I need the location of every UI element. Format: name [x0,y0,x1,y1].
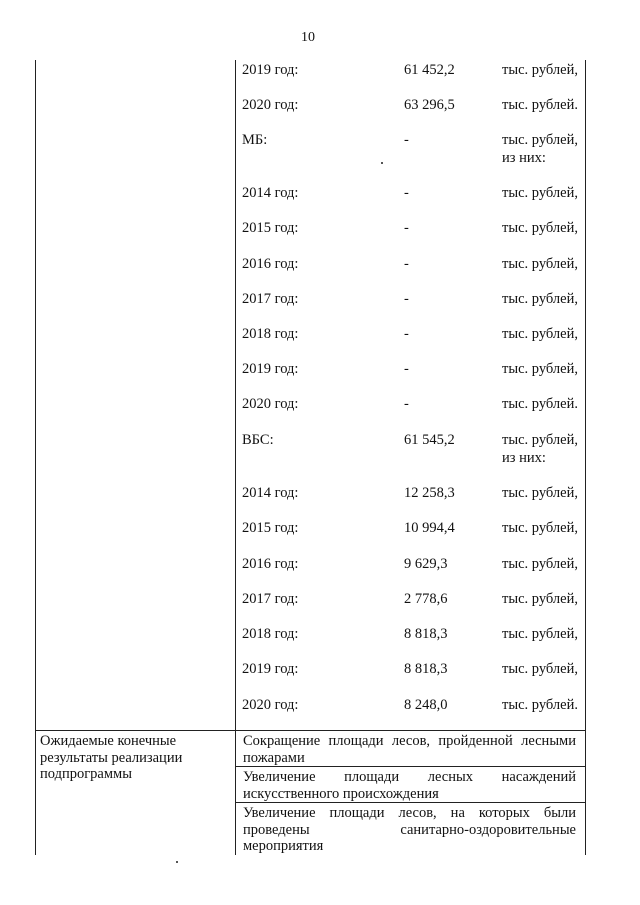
scan-speck [381,162,383,164]
table-left-border [35,60,36,855]
financing-row [242,256,582,292]
financing-amount: 63 296,5 [404,97,455,113]
financing-unit: тыс. рублей, [502,626,578,642]
result-item-line: искусственного происхождения [243,785,439,802]
financing-amount: - [404,396,409,412]
financing-amount: 8 818,3 [404,626,448,642]
financing-unit: тыс. рублей, [502,220,578,236]
result-item-plantation-increase [243,769,576,802]
financing-unit: тыс. рублей, из них: [502,432,578,466]
financing-year-label: 2017 год: [242,591,299,607]
results-divider-2 [236,802,586,803]
financing-year-label: 2020 год: [242,697,299,713]
financing-row [242,361,582,397]
financing-row [242,185,582,221]
financing-amount: - [404,326,409,342]
financing-unit: тыс. рублей, [502,326,578,342]
results-divider-1 [236,766,586,767]
financing-row [242,291,582,327]
financing-unit: тыс. рублей, [502,591,578,607]
financing-amount: 8 248,0 [404,697,448,713]
financing-amount: 2 778,6 [404,591,448,607]
financing-row [242,697,582,733]
financing-year-label: 2015 год: [242,220,299,236]
financing-unit: тыс. рублей. [502,697,578,713]
result-item-line: мероприятия [243,838,324,854]
financing-row [242,132,582,168]
result-item-line: проведены санитарно-оздоровительные [243,821,576,838]
financing-amount: 9 629,3 [404,556,448,572]
financing-year-label: 2020 год: [242,97,299,113]
table-middle-border [235,60,236,855]
financing-unit: тыс. рублей. [502,97,578,113]
results-label: Ожидаемые конечные результаты реализации подпрограммы [40,733,183,782]
financing-row [242,432,582,468]
financing-amount: - [404,291,409,307]
financing-row [242,396,582,432]
financing-year-label: 2017 год: [242,291,299,307]
financing-amount: - [404,185,409,201]
financing-amount: - [404,220,409,236]
financing-row [242,591,582,627]
financing-year-label: 2016 год: [242,256,299,272]
financing-amount: 12 258,3 [404,485,455,501]
financing-row [242,520,582,556]
financing-amount: - [404,132,409,148]
financing-row [242,220,582,256]
financing-unit: тыс. рублей. [502,396,578,412]
financing-row [242,326,582,362]
financing-amount: 10 994,4 [404,520,455,536]
financing-year-label: ВБС: [242,432,274,448]
financing-row [242,62,582,98]
table-right-border [585,60,586,855]
financing-amount: 8 818,3 [404,661,448,677]
financing-unit: тыс. рублей, из них: [502,132,578,166]
result-item-line: Увеличение площади лесных насаждений [243,769,576,785]
result-item-line: Сокращение площади лесов, пройденной лесными [243,733,576,749]
financing-amount: 61 452,2 [404,62,455,78]
financing-year-label: 2014 год: [242,485,299,501]
financing-unit: тыс. рублей, [502,291,578,307]
financing-year-label: 2020 год: [242,396,299,412]
financing-unit: тыс. рублей, [502,661,578,677]
result-item-line: Увеличение площади лесов, на которых были [243,805,576,821]
financing-year-label: 2019 год: [242,661,299,677]
financing-row [242,626,582,662]
financing-unit: тыс. рублей, [502,485,578,501]
financing-unit: тыс. рублей, [502,520,578,536]
financing-unit: тыс. рублей, [502,256,578,272]
financing-year-label: МБ: [242,132,268,148]
financing-row [242,97,582,133]
financing-amount: - [404,256,409,272]
financing-year-label: 2018 год: [242,626,299,642]
financing-amount: 61 545,2 [404,432,455,448]
financing-year-label: 2019 год: [242,62,299,78]
financing-amount: - [404,361,409,377]
financing-year-label: 2014 год: [242,185,299,201]
financing-unit: тыс. рублей, [502,185,578,201]
scan-speck [176,861,178,863]
financing-unit: тыс. рублей, [502,361,578,377]
financing-year-label: 2016 год: [242,556,299,572]
financing-row [242,485,582,521]
financing-row [242,556,582,592]
financing-unit: тыс. рублей, [502,556,578,572]
financing-year-label: 2018 год: [242,326,299,342]
result-item-line: пожарами [243,749,305,766]
result-item-fire-reduction [243,733,576,766]
result-item-sanitary-measures [243,805,576,855]
page-number: 10 [301,30,315,45]
financing-unit: тыс. рублей, [502,62,578,78]
financing-year-label: 2019 год: [242,361,299,377]
financing-year-label: 2015 год: [242,520,299,536]
financing-row [242,661,582,697]
